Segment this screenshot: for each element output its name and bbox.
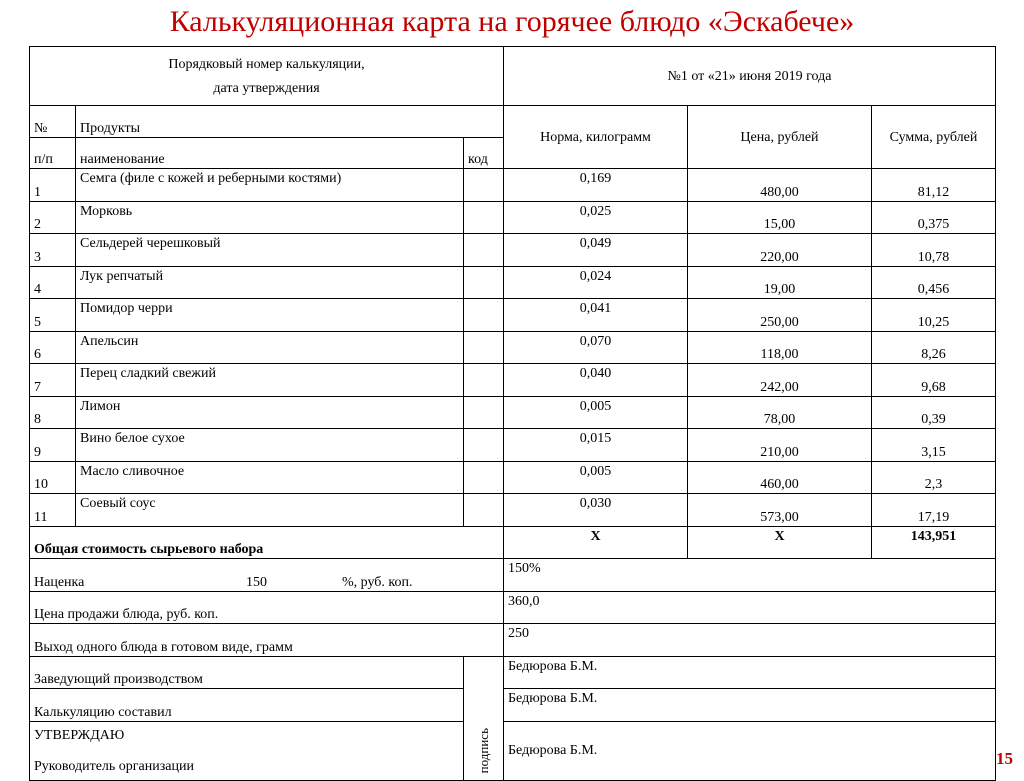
table-row: [30, 396, 996, 429]
row-code: [464, 396, 504, 429]
markup-label: Наценка: [34, 574, 85, 590]
row-code: [464, 364, 504, 397]
signature-row-approve: [30, 721, 996, 780]
markup-label-cell: [30, 559, 504, 592]
org-head-label: Руководитель организации: [34, 758, 194, 774]
row-sum: 0,456: [872, 266, 996, 299]
markup-unit: %, руб. коп.: [342, 574, 413, 590]
row-num: 2: [30, 201, 76, 234]
row-price: 480,00: [688, 169, 872, 202]
row-code: [464, 299, 504, 332]
row-price: 220,00: [688, 234, 872, 267]
row-num: 9: [30, 429, 76, 462]
table-row: [30, 429, 996, 462]
row-price: 78,00: [688, 396, 872, 429]
calc-label-cell: [30, 47, 504, 106]
table-row: [30, 331, 996, 364]
row-code: [464, 169, 504, 202]
row-num: 8: [30, 396, 76, 429]
row-sum: 81,12: [872, 169, 996, 202]
approve-cell: [30, 721, 464, 780]
row-num: 10: [30, 461, 76, 494]
head-label: Заведующий производством: [30, 656, 464, 689]
row-price: 210,00: [688, 429, 872, 462]
row-norm: 0,041: [504, 299, 688, 332]
calc-header-row: [30, 47, 996, 106]
row-product-name: Семга (филе с кожей и реберными костями): [76, 169, 464, 202]
total-row: [30, 526, 996, 559]
table-row: [30, 494, 996, 527]
table-row: [30, 266, 996, 299]
row-num: 11: [30, 494, 76, 527]
col-num-header-bottom: п/п: [30, 137, 76, 169]
yield-label: Выход одного блюда в готовом виде, грамм: [30, 624, 504, 657]
row-price: 573,00: [688, 494, 872, 527]
row-product-name: Помидор черри: [76, 299, 464, 332]
col-num-header-top: №: [30, 106, 76, 138]
row-sum: 0,39: [872, 396, 996, 429]
row-price: 242,00: [688, 364, 872, 397]
row-code: [464, 331, 504, 364]
row-norm: 0,005: [504, 396, 688, 429]
calc-label-line1: Порядковый номер калькуляции,: [168, 56, 365, 72]
sale-price-value: 360,0: [504, 591, 996, 624]
table-row: [30, 299, 996, 332]
row-price: 19,00: [688, 266, 872, 299]
col-name-header: наименование: [76, 137, 464, 169]
row-sum: 9,68: [872, 364, 996, 397]
row-norm: 0,024: [504, 266, 688, 299]
compiler-label: Калькуляцию составил: [30, 689, 464, 722]
row-code: [464, 494, 504, 527]
row-product-name: Апельсин: [76, 331, 464, 364]
row-sum: 0,375: [872, 201, 996, 234]
row-sum: 2,3: [872, 461, 996, 494]
approve-label: УТВЕРЖДАЮ: [34, 727, 125, 743]
head-name: Бедюрова Б.М.: [504, 656, 996, 689]
yield-value: 250: [504, 624, 996, 657]
table-row: [30, 461, 996, 494]
total-norm: Х: [504, 526, 688, 559]
signature-label: подпись: [476, 728, 491, 774]
signature-row-head: [30, 656, 996, 689]
row-price: 460,00: [688, 461, 872, 494]
row-sum: 8,26: [872, 331, 996, 364]
row-code: [464, 234, 504, 267]
row-num: 1: [30, 169, 76, 202]
row-code: [464, 266, 504, 299]
yield-row: [30, 624, 996, 657]
row-code: [464, 201, 504, 234]
row-sum: 10,78: [872, 234, 996, 267]
row-norm: 0,030: [504, 494, 688, 527]
row-product-name: Перец сладкий свежий: [76, 364, 464, 397]
row-norm: 0,070: [504, 331, 688, 364]
table-row: [30, 234, 996, 267]
row-product-name: Соевый соус: [76, 494, 464, 527]
row-sum: 3,15: [872, 429, 996, 462]
total-price: Х: [688, 526, 872, 559]
sale-price-row: [30, 591, 996, 624]
row-product-name: Лук репчатый: [76, 266, 464, 299]
row-price: 118,00: [688, 331, 872, 364]
row-num: 6: [30, 331, 76, 364]
row-product-name: Лимон: [76, 396, 464, 429]
row-price: 250,00: [688, 299, 872, 332]
markup-row: [30, 559, 996, 592]
row-product-name: Масло сливочное: [76, 461, 464, 494]
table-row: [30, 364, 996, 397]
row-product-name: Морковь: [76, 201, 464, 234]
row-norm: 0,049: [504, 234, 688, 267]
row-norm: 0,025: [504, 201, 688, 234]
signature-row-compiler: [30, 689, 996, 722]
row-sum: 17,19: [872, 494, 996, 527]
page-number: 15: [996, 749, 1013, 768]
col-sum-header: Сумма, рублей: [872, 106, 996, 169]
col-norm-header: Норма, килограмм: [504, 106, 688, 169]
row-product-name: Сельдерей черешковый: [76, 234, 464, 267]
row-code: [464, 461, 504, 494]
markup-value: 150%: [504, 559, 996, 592]
col-code-header: код: [464, 137, 504, 169]
column-header-row-1: [30, 106, 996, 138]
calc-label-line2: дата утверждения: [213, 80, 320, 96]
col-products-header: Продукты: [76, 106, 504, 138]
table-row: [30, 169, 996, 202]
row-num: 7: [30, 364, 76, 397]
sale-price-label: Цена продажи блюда, руб. коп.: [30, 591, 504, 624]
org-head-name: Бедюрова Б.М.: [504, 721, 996, 780]
signature-cell: [464, 656, 504, 780]
markup-inline-value: 150: [246, 574, 267, 590]
row-norm: 0,015: [504, 429, 688, 462]
row-norm: 0,005: [504, 461, 688, 494]
total-label: Общая стоимость сырьевого набора: [30, 526, 504, 559]
row-num: 5: [30, 299, 76, 332]
row-code: [464, 429, 504, 462]
row-sum: 10,25: [872, 299, 996, 332]
total-sum: 143,951: [872, 526, 996, 559]
col-price-header: Цена, рублей: [688, 106, 872, 169]
calculation-table: [29, 46, 996, 781]
row-num: 3: [30, 234, 76, 267]
compiler-name: Бедюрова Б.М.: [504, 689, 996, 722]
row-norm: 0,040: [504, 364, 688, 397]
table-row: [30, 201, 996, 234]
row-norm: 0,169: [504, 169, 688, 202]
row-price: 15,00: [688, 201, 872, 234]
row-num: 4: [30, 266, 76, 299]
calc-value: №1 от «21» июня 2019 года: [504, 47, 996, 106]
page-title: Калькуляционная карта на горячее блюдо «Эскабече»: [169, 5, 855, 38]
row-product-name: Вино белое сухое: [76, 429, 464, 462]
